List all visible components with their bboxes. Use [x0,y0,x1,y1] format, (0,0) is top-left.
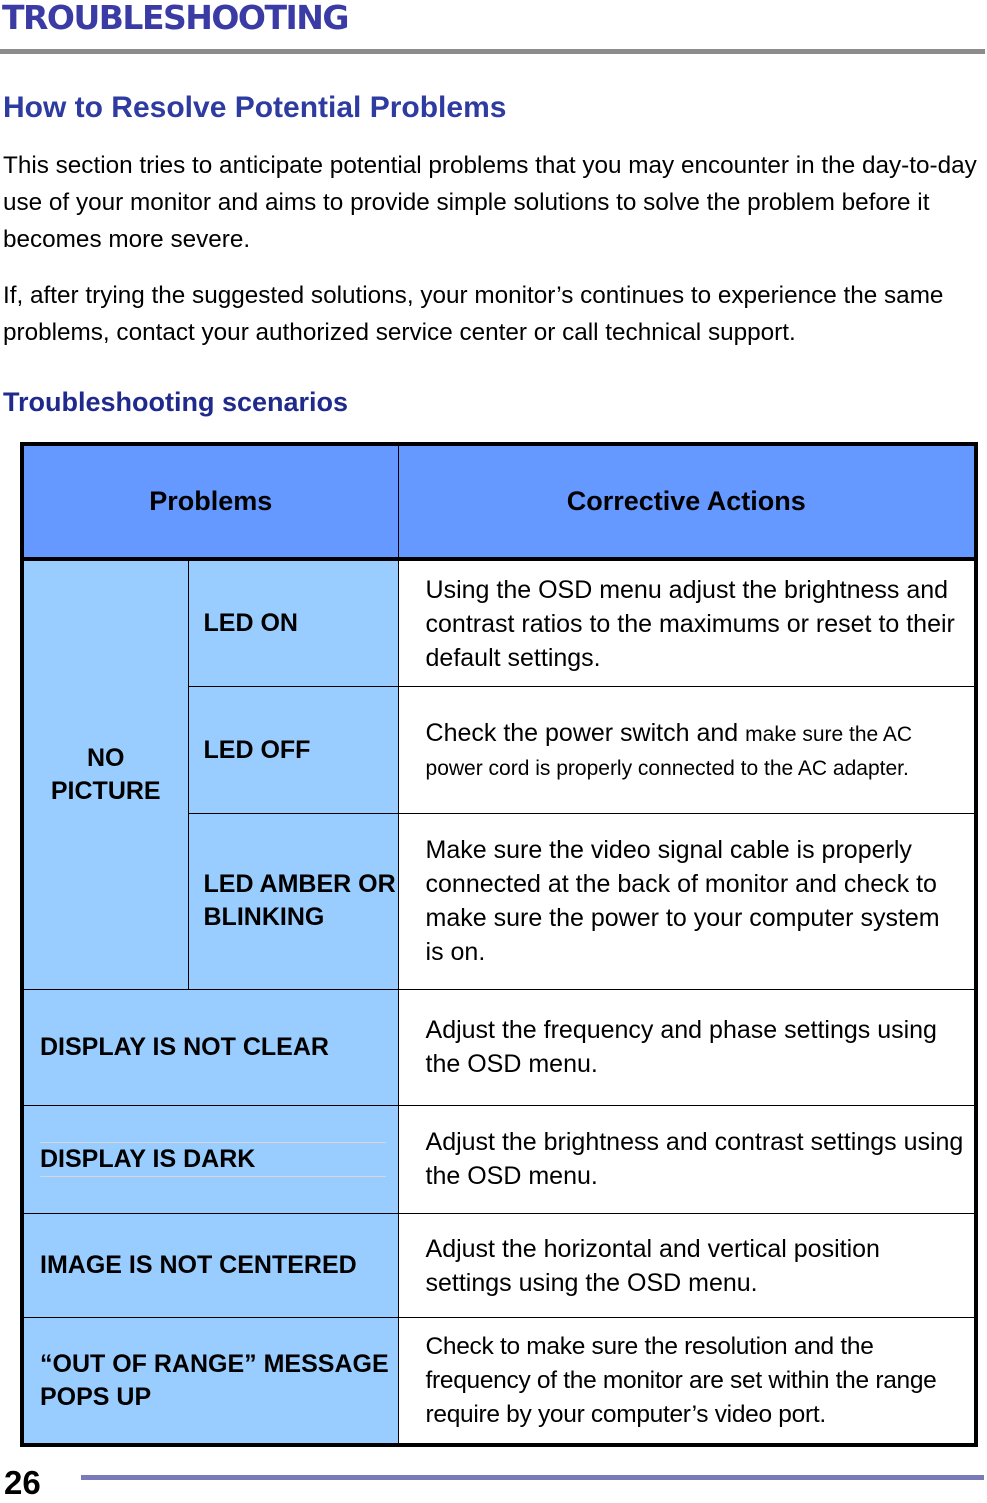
section-title: How to Resolve Potential Problems [3,91,507,124]
action-cell: Check to make sure the resolution and the frequency of the monitor are set within the range require by your computer’s video port. [398,1318,976,1445]
header-divider [0,49,985,54]
problem-cell: LED AMBER OR BLINKING [188,814,398,989]
actions-column-header: Corrective Actions [398,444,976,559]
table-row [22,1213,976,1317]
footer-divider [81,1475,984,1480]
problems-column-header: Problems [22,444,398,559]
table-header-row [22,444,976,559]
problem-cell: LED OFF [188,686,398,813]
action-cell: Adjust the brightness and contrast settings using the OSD menu. [398,1105,976,1213]
problem-cell: DISPLAY IS NOT CLEAR [22,989,398,1105]
no-picture-group-cell: NO PICTURE [22,559,188,989]
problem-cell: “OUT OF RANGE” MESSAGE POPS UP [22,1318,398,1445]
problem-cell: IMAGE IS NOT CENTERED [22,1213,398,1317]
scenarios-title: Troubleshooting scenarios [3,387,349,417]
table-row [22,989,976,1105]
action-detail-text: make sure the AC power cord is properly connected to the AC adapter. [425,723,913,781]
troubleshooting-table [20,442,978,1447]
support-paragraph: If, after trying the suggested solutions, your monitor’s continues to experience the same problems, contact your authorized service center or call technical support. [3,282,944,346]
table-row [22,559,976,686]
page-header-title: TROUBLESHOOTING [2,0,348,37]
table-row [22,1105,976,1213]
action-cell [398,686,976,813]
action-cell: Make sure the video signal cable is properly connected at the back of monitor and check to make sure the power to your computer system is on. [398,814,976,989]
table-row [22,1318,976,1445]
action-lead-text: Check the power switch and [425,719,739,748]
problem-cell: LED ON [188,559,398,686]
problem-text: DISPLAY IS DARK [40,1142,386,1177]
action-cell: Adjust the horizontal and vertical position settings using the OSD menu. [398,1213,976,1317]
intro-paragraph: This section tries to anticipate potential problems that you may encounter in the day-to-day use of your monitor and aims to provide simple solutions to solve the problem before it becomes more severe. [3,152,977,253]
problem-cell [22,1105,398,1213]
action-cell: Adjust the frequency and phase settings using the OSD menu. [398,989,976,1105]
page-number: 26 [4,1464,41,1501]
action-cell: Using the OSD menu adjust the brightness and contrast ratios to the maximums or reset to their default settings. [398,559,976,686]
